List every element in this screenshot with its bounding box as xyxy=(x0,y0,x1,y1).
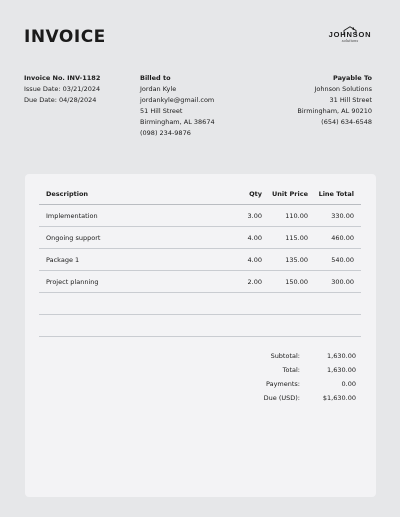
payable-to-heading: Payable To xyxy=(333,74,372,82)
billed-to-street: 51 Hill Street xyxy=(140,107,183,115)
payable-to-city: Birmingham, AL 90210 xyxy=(297,107,372,115)
table-row xyxy=(39,271,361,293)
payable-to-name: Johnson Solutions xyxy=(314,85,372,93)
billed-to-heading: Billed to xyxy=(140,74,171,82)
item-line-total: 460.00 xyxy=(314,227,361,249)
table-row xyxy=(39,227,361,249)
subtotal-row xyxy=(264,349,356,363)
invoice-meta xyxy=(24,73,100,106)
item-qty: 4.00 xyxy=(232,249,268,271)
col-line-total: Line Total xyxy=(314,184,361,205)
item-unit-price xyxy=(268,315,314,337)
invoice-title: INVOICE xyxy=(24,27,106,47)
col-description: Description xyxy=(39,184,232,205)
item-unit-price: 115.00 xyxy=(268,227,314,249)
item-qty: 2.00 xyxy=(232,271,268,293)
payable-to-phone: (654) 634-6548 xyxy=(321,118,372,126)
item-qty: 3.00 xyxy=(232,205,268,227)
table-row-empty xyxy=(39,293,361,315)
billed-to-phone: (098) 234-9876 xyxy=(140,129,191,137)
items-table xyxy=(39,184,361,337)
payable-to-street: 31 Hill Street xyxy=(329,96,372,104)
table-row-empty xyxy=(39,315,361,337)
col-unit-price: Unit Price xyxy=(268,184,314,205)
billed-to-city: Birmingham, AL 38674 xyxy=(140,118,215,126)
subtotal-label: Subtotal: xyxy=(270,352,300,360)
item-unit-price: 150.00 xyxy=(268,271,314,293)
subtotal-value: 1,630.00 xyxy=(327,352,356,360)
total-row xyxy=(264,363,356,377)
item-description: Ongoing support xyxy=(39,227,232,249)
item-line-total: 540.00 xyxy=(314,249,361,271)
item-unit-price: 110.00 xyxy=(268,205,314,227)
company-logo xyxy=(328,26,372,48)
due-label: Due (USD): xyxy=(263,394,300,402)
invoice-number: Invoice No. INV-1182 xyxy=(24,74,101,82)
payments-value: 0.00 xyxy=(341,380,356,388)
col-qty: Qty xyxy=(232,184,268,205)
billed-to-name: Jordan Kyle xyxy=(140,85,177,93)
item-line-total: 330.00 xyxy=(314,205,361,227)
payments-row xyxy=(264,377,356,391)
item-description xyxy=(39,315,232,337)
totals-summary xyxy=(264,349,356,405)
items-card xyxy=(25,174,376,497)
total-label: Total: xyxy=(282,366,300,374)
item-unit-price xyxy=(268,293,314,315)
due-value: $1,630.00 xyxy=(322,394,356,402)
due-row xyxy=(264,391,356,405)
table-header-row xyxy=(39,184,361,205)
item-description: Package 1 xyxy=(39,249,232,271)
item-line-total xyxy=(314,315,361,337)
issue-date: Issue Date: 03/21/2024 xyxy=(24,85,101,93)
item-qty xyxy=(232,293,268,315)
logo-name: JOHNSON xyxy=(328,30,372,39)
payable-to xyxy=(297,73,372,128)
item-unit-price: 135.00 xyxy=(268,249,314,271)
total-value: 1,630.00 xyxy=(327,366,356,374)
table-row xyxy=(39,249,361,271)
item-qty: 4.00 xyxy=(232,227,268,249)
item-line-total: 300.00 xyxy=(314,271,361,293)
item-description xyxy=(39,293,232,315)
item-line-total xyxy=(314,293,361,315)
item-description: Project planning xyxy=(39,271,232,293)
payments-label: Payments: xyxy=(265,380,300,388)
due-date: Due Date: 04/28/2024 xyxy=(24,96,97,104)
table-row xyxy=(39,205,361,227)
billed-to xyxy=(140,73,215,139)
logo-tagline: solutions xyxy=(341,39,359,43)
item-qty xyxy=(232,315,268,337)
billed-to-email: jordankyle@gmail.com xyxy=(140,96,215,104)
item-description: Implementation xyxy=(39,205,232,227)
